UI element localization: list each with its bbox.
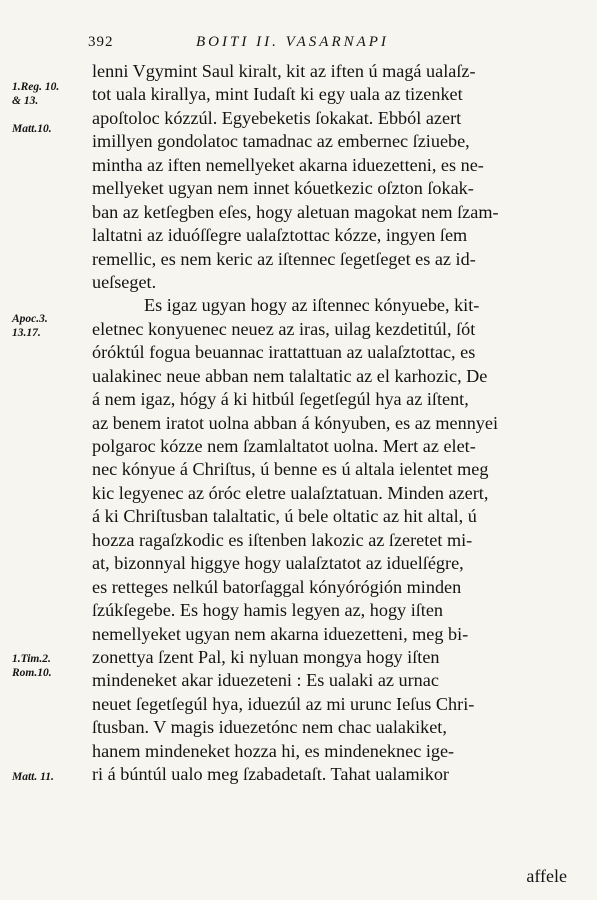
text-line: kic legyenec az óróc eletre ualaſztatuan. Minden azert, bbox=[92, 482, 489, 503]
text-line: mintha az iften nemellyeket akarna iduezetteni, es ne- bbox=[92, 154, 484, 175]
text-line: ri á búntúl ualo meg ſzabadetaſt. Tahat ualamikor bbox=[92, 764, 449, 785]
text-line: polgaroc kózze nem ſzamlaltatot uolna. Mert az elet- bbox=[92, 436, 476, 456]
margin-note bbox=[12, 770, 92, 784]
text-line: mindeneket akar iduezeteni : Es ualaki az urnac bbox=[92, 670, 439, 691]
text-line: apoſtoloc kózzúl. Egyebeketis ſokakat. Ebból azert bbox=[92, 107, 462, 128]
text-line: eletnec konyuenec neuez az iras, uilag kezdetitúl, ſót bbox=[92, 318, 476, 339]
catchword: affele bbox=[526, 866, 567, 886]
text-line: az benem iratot uolna abban á kónyuben, es az mennyei bbox=[92, 412, 499, 433]
text-line: es retteges nelkúl batorſaggal kónyórógión minden bbox=[92, 576, 462, 597]
page-header bbox=[88, 34, 567, 58]
margin-note-line: & 13. bbox=[12, 95, 39, 107]
running-head: BOITI II. VASARNAPI bbox=[196, 34, 389, 50]
text-line: hanem mindeneket hozza hi, es mindeneknec ige- bbox=[92, 740, 455, 761]
text-line: neuet ſegetſegúl hya, iduezúl az mi urunc Ieſus Chri- bbox=[92, 693, 475, 714]
text-line: imillyen gondolatoc tamadnac az embernec ſziuebe, bbox=[92, 131, 470, 152]
text-line: nec kónyue á Chriſtus, ú benne es ú altala ielentet meg bbox=[92, 459, 489, 480]
text-line: nemellyeket ugyan nem akarna iduezetteni, meg bi- bbox=[92, 623, 469, 644]
text-line: hozza ragaſzkodic es iſtenben lakozic az ſzeretet mi- bbox=[92, 529, 473, 550]
margin-note-line: 1.Tim.2. bbox=[12, 653, 51, 665]
margin-note bbox=[12, 80, 92, 108]
text-line: zonettya ſzent Pal, ki nyluan mongya hogy iſten bbox=[92, 646, 440, 667]
text-line: lenni Vgymint Saul kiralt, kit az iften ú magá ualaſz- bbox=[92, 61, 476, 81]
text-line: óróktúl fogua beuannac irattattuan az ualaſztottac, es bbox=[92, 342, 476, 363]
margin-note-line: 1.Reg. 10. bbox=[12, 81, 60, 93]
text-line: ueſseget. bbox=[92, 271, 157, 292]
text-line: laltatni az iduóſſegre ualaſztottac kózze, ingyen ſem bbox=[92, 225, 468, 246]
text-line: mellyeket ugyan nem innet kóuetkezic oſzton ſokak- bbox=[92, 178, 474, 199]
margin-note-line: Matt.10. bbox=[12, 123, 52, 135]
text-line: á nem igaz, hógy á ki hitbúl ſegetſegúl hya az iſtent, bbox=[92, 389, 469, 410]
text-line: tot uala kirallya, mint Iudaſt ki egy uala az tizenket bbox=[92, 84, 463, 105]
margin-note-line: 13.17. bbox=[12, 327, 41, 339]
margin-note bbox=[12, 312, 92, 340]
text-line: ſzúkſegebe. Es hogy hamis legyen az, hogy iſten bbox=[92, 600, 444, 621]
body-text bbox=[92, 60, 570, 787]
text-line: á ki Chriſtusban talaltatic, ú bele oltatic az hit altal, ú bbox=[92, 506, 477, 527]
text-line: Es igaz ugyan hogy az iſtennec kónyuebe, kit- bbox=[144, 295, 480, 316]
text-line: ſtusban. V magis iduezetónc nem chac ualakiket, bbox=[92, 717, 447, 738]
text-line: remellic, es nem keric az iſtennec ſegetſeget es az id- bbox=[92, 248, 476, 269]
text-line: ualakinec neue abban nem talaltatic az el karhozic, De bbox=[92, 365, 488, 386]
margin-note bbox=[12, 122, 92, 136]
text-line: ban az ketſegben eſes, hogy aletuan magokat nem ſzam- bbox=[92, 201, 499, 222]
margin-note-line: Rom.10. bbox=[12, 667, 52, 679]
margin-note-line: Matt. 11. bbox=[12, 771, 54, 783]
margin-note bbox=[12, 652, 92, 680]
margin-note-line: Apoc.3. bbox=[12, 313, 48, 325]
page-number: 392 bbox=[88, 34, 114, 50]
text-line: at, bizonnyal higgye hogy ualaſztatot az iduelſégre, bbox=[92, 553, 464, 574]
